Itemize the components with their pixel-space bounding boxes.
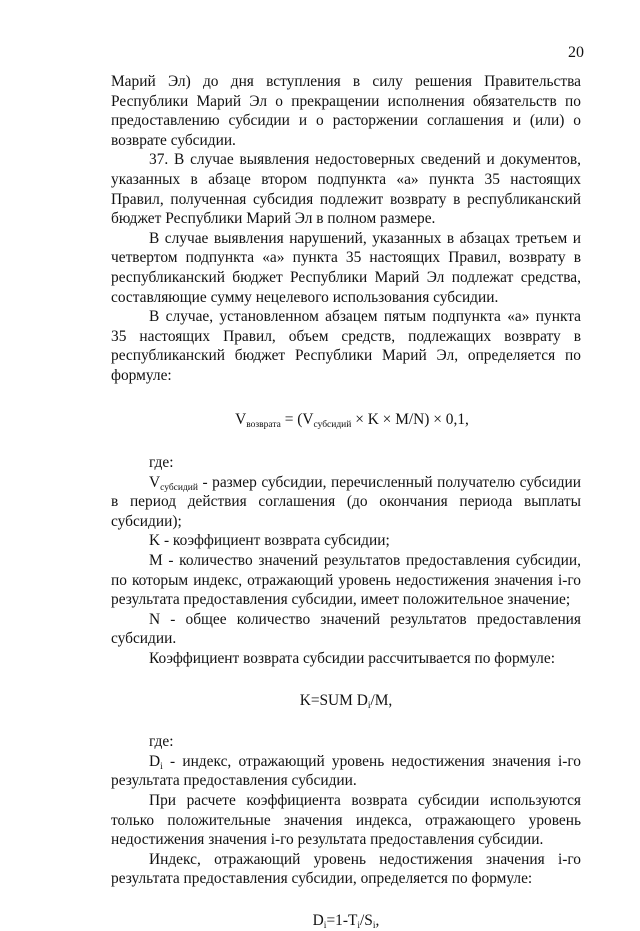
formula3-c-subscript: i xyxy=(372,920,376,931)
formula3-d: , xyxy=(375,911,380,929)
formula-tail: × K × M/N) × 0,1, xyxy=(351,410,469,428)
formula-return-volume xyxy=(111,410,581,430)
page-number: 20 xyxy=(568,44,584,61)
paragraph-index-intro: Индекс, отражающий уровень недостижения значения i-го результата предоставления субсидии, определяется по формуле: xyxy=(111,850,581,888)
formula-coefficient xyxy=(111,691,581,711)
formula3-b-subscript: i xyxy=(357,920,360,931)
formula-v-subscript: возврата xyxy=(246,419,281,430)
document-body xyxy=(111,72,581,931)
definition-d-subscript: i xyxy=(160,761,163,772)
formula2-subscript: i xyxy=(367,700,371,711)
paragraph-positive-values: При расчете коэффициента возврата субсидии используются только положительные значения индекса, отражающего уровень недостижения значения i-го результата предоставления субсидии. xyxy=(111,792,581,849)
where-label-2: где: xyxy=(149,733,174,751)
formula2-post: /M, xyxy=(370,691,393,709)
definition-d-text: - индекс, отражающий уровень недостижения значения i-го результата предоставления субсидии. xyxy=(111,752,581,790)
definition-v-symbol: V xyxy=(149,473,161,491)
formula-v-symbol: V xyxy=(235,410,247,428)
paragraph-item-37: 37. В случае выявления недостоверных сведений и документов, указанных в абзаце втором подпункта «а» пункта 35 настоящих Правил, полученная субсидия подлежит возврату в республиканский бюджет Республики Марий Эл в полном размере. xyxy=(111,151,581,228)
definition-m: M - количество значений результатов предоставления субсидии, по которым индекс, отражающий уровень недостижения значения i-го результата предоставления субсидии, имеет положительное значение; xyxy=(111,552,581,609)
formula3-a: D xyxy=(312,911,324,929)
paragraph-violations: В случае выявления нарушений, указанных в абзацах третьем и четвертом подпункта «а» пункта 35 настоящих Правил, возврату в республиканский бюджет Республики Марий Эл подлежат средства, составляющие сумму нецелевого использования субсидии. xyxy=(111,229,581,306)
paragraph-continuation: Марий Эл) до дня вступления в силу решения Правительства Республики Марий Эл о прекращении исполнения обязательств по предоставлению субсидии и о расторжении соглашения и (или) о возврате субсидии. xyxy=(111,73,581,149)
definition-n: N - общее количество значений результатов предоставления субсидии. xyxy=(111,610,581,648)
definition-di xyxy=(111,752,581,791)
formula3-c: /S xyxy=(359,911,373,929)
formula-mid-subscript: субсидий xyxy=(313,419,352,430)
where-label: где: xyxy=(149,454,174,472)
formula-index xyxy=(111,911,581,931)
definition-v-subsidy xyxy=(111,473,581,532)
formula3-b: =1-T xyxy=(326,911,358,929)
formula-mid: = (V xyxy=(280,410,314,428)
definition-d-symbol: D xyxy=(149,752,161,770)
formula3-a-subscript: i xyxy=(323,920,327,931)
formula2-pre: K=SUM D xyxy=(299,691,368,709)
definition-v-subscript: субсидий xyxy=(160,482,198,493)
definition-k: K - коэффициент возврата субсидии; xyxy=(149,532,390,550)
paragraph-formula-intro: В случае, установленном абзацем пятым подпункта «а» пункта 35 настоящих Правил, объем средств, подлежащих возврату в республиканский бюджет Республики Марий Эл, определяется по формуле: xyxy=(111,308,581,384)
coefficient-intro: Коэффициент возврата субсидии рассчитывается по формуле: xyxy=(149,650,555,668)
definition-v-text: - размер субсидии, перечисленный получателю субсидии в период действия соглашения (до окончания периода выплаты субсидии); xyxy=(111,473,581,530)
